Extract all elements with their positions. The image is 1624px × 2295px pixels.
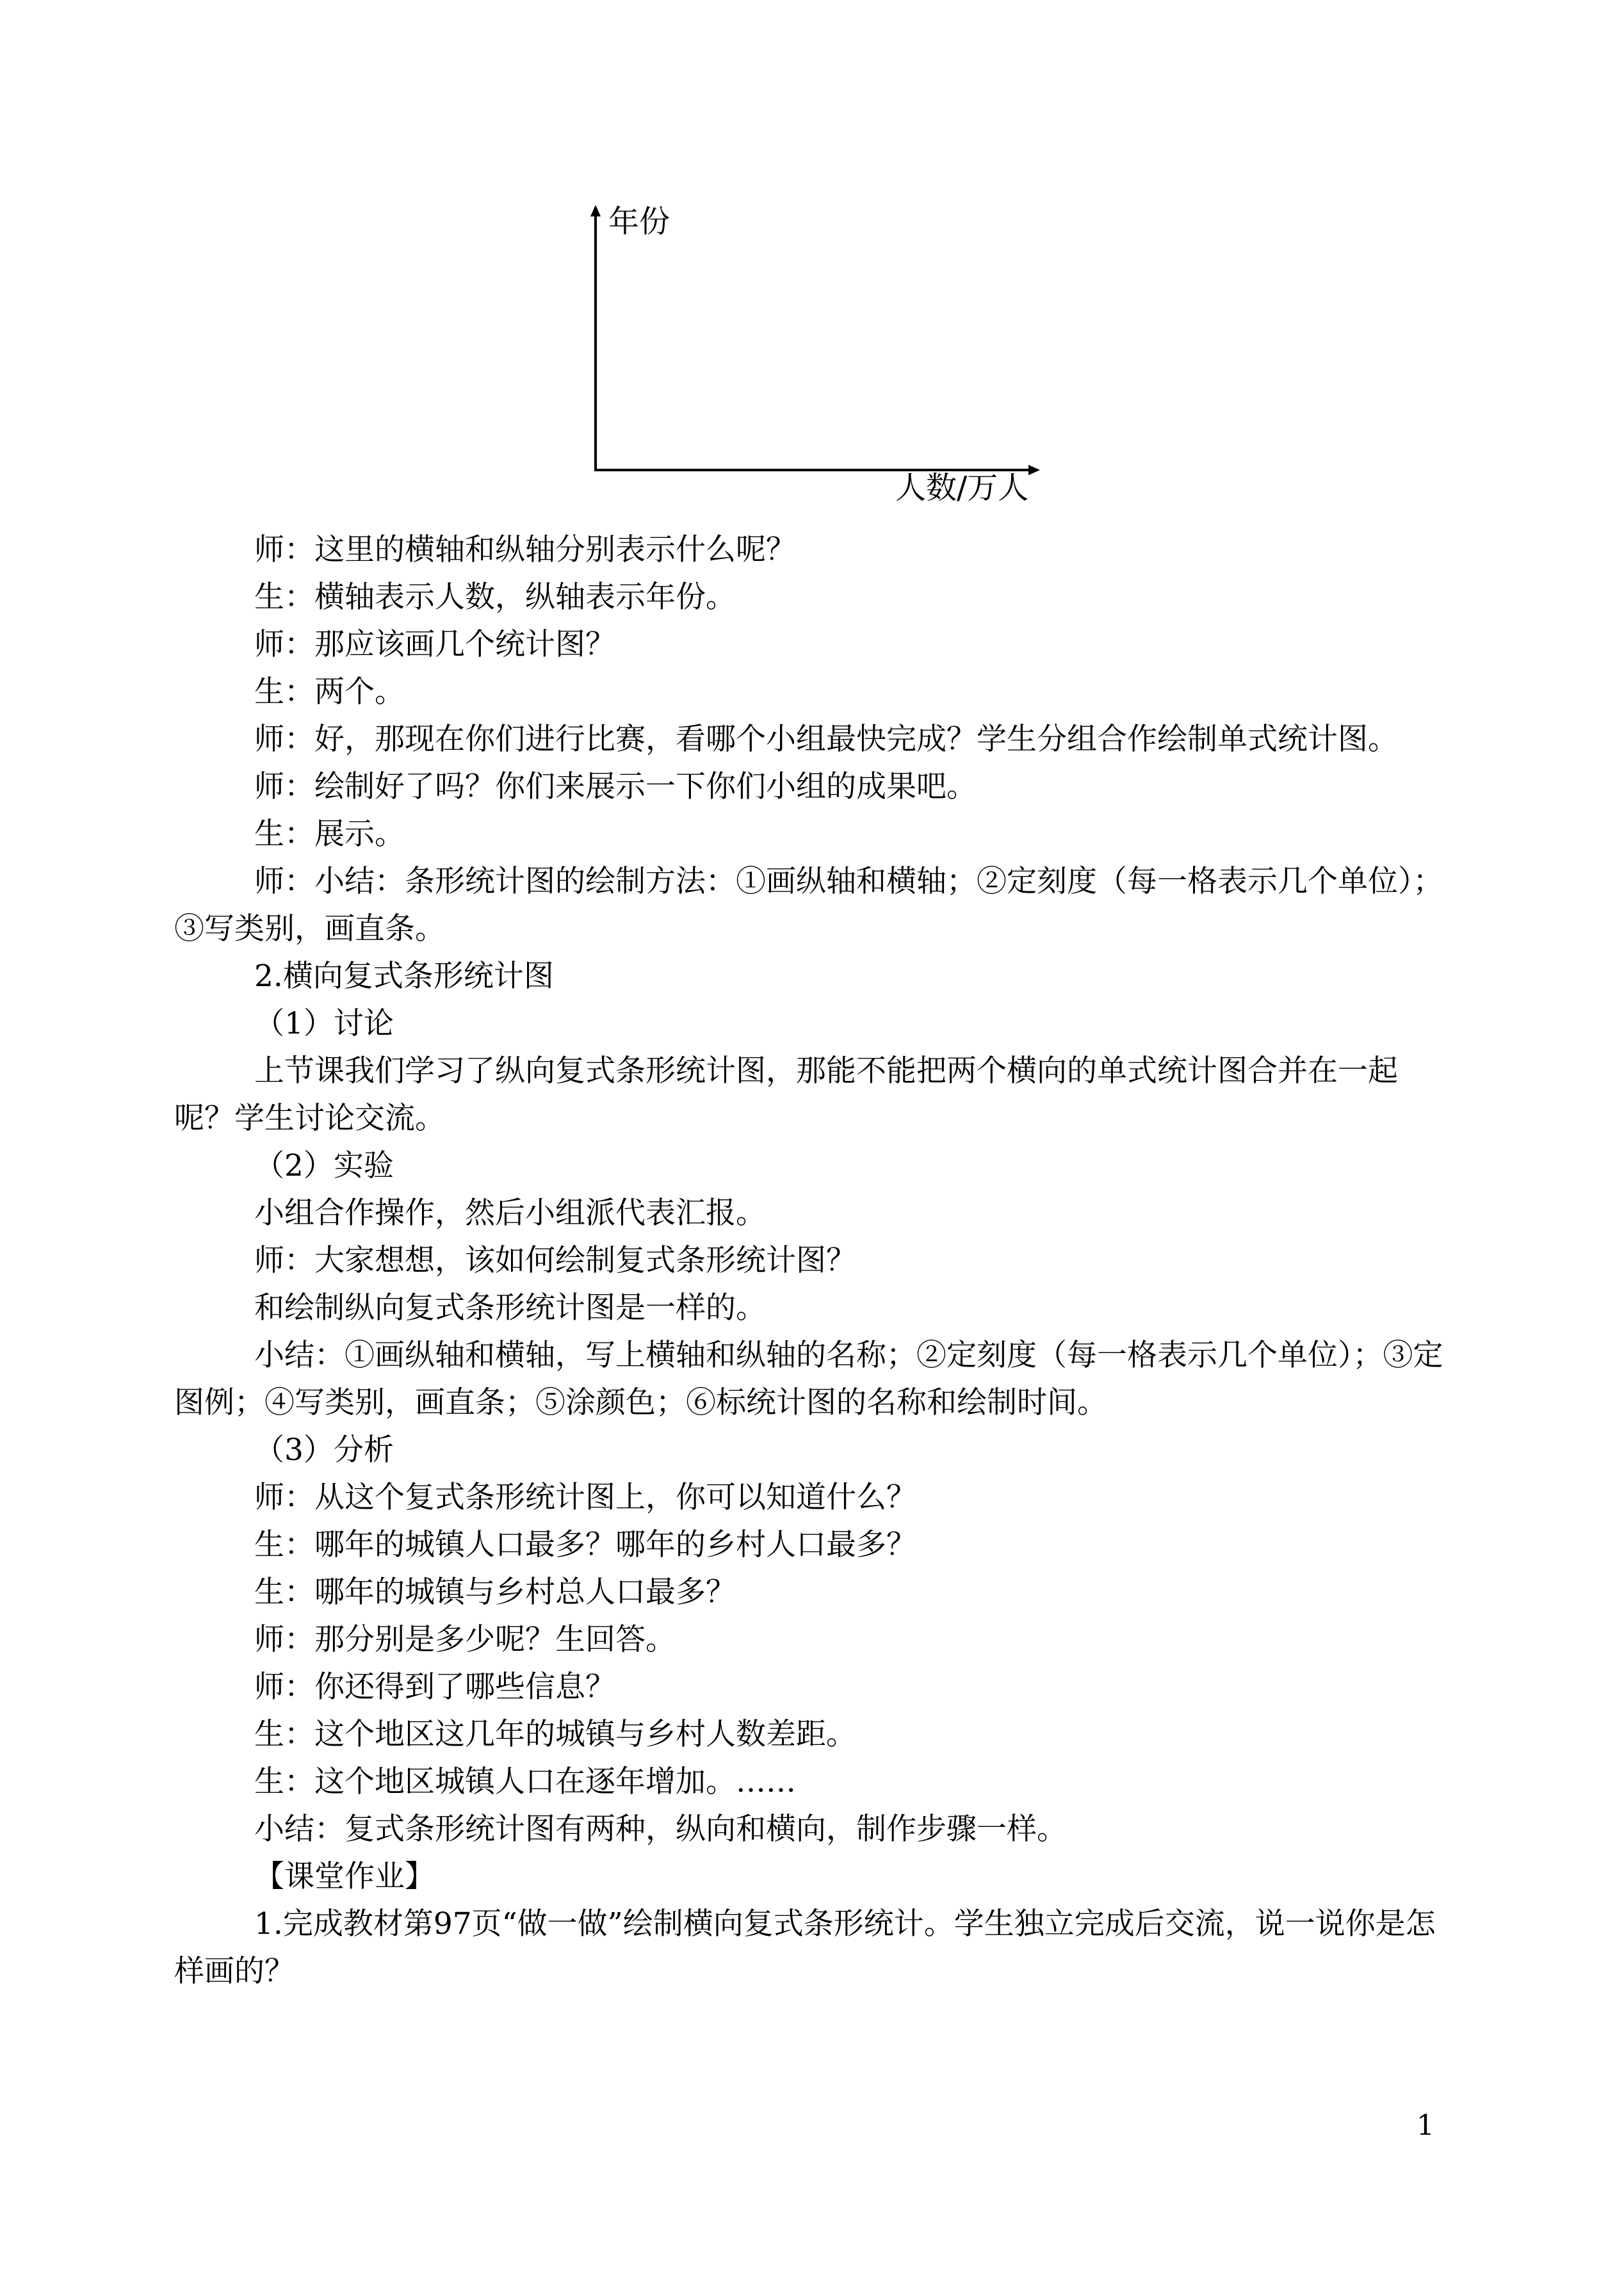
axes-figure <box>564 192 1050 525</box>
paragraph: 和绘制纵向复式条形统计图是一样的。 <box>254 1290 766 1326</box>
paragraph: 生：哪年的城镇与乡村总人口最多？ <box>254 1575 736 1610</box>
paragraph: 生：这个地区城镇人口在逐年增加。…… <box>254 1764 796 1799</box>
paragraph: 师：大家想想，该如何绘制复式条形统计图？ <box>254 1243 856 1278</box>
sub-heading: （2）实验 <box>254 1148 394 1183</box>
paragraph: 1.完成教材第97页“做一做”绘制横向复式条形统计。学生独立完成后交流，说一说你是怎样画的？ <box>174 1906 1436 1989</box>
paragraph: 生：哪年的城镇人口最多？哪年的乡村人口最多？ <box>254 1527 916 1562</box>
paragraph: 生：这个地区这几年的城镇与乡村人数差距。 <box>254 1717 856 1752</box>
x-axis-label: 人数/万人 <box>895 470 1029 506</box>
paragraph: 生：横轴表示人数，纵轴表示年份。 <box>254 580 736 615</box>
paragraph: 师：好，那现在你们进行比赛，看哪个小组最快完成？学生分组合作绘制单式统计图。 <box>254 722 1398 757</box>
paragraph: 师：从这个复式条形统计图上，你可以知道什么？ <box>254 1480 916 1515</box>
paragraph: 师：绘制好了吗？你们来展示一下你们小组的成果吧。 <box>254 769 977 804</box>
paragraph: 师：那应该画几个统计图？ <box>254 627 615 662</box>
paragraph: 师：那分别是多少呢？生回答。 <box>254 1622 676 1657</box>
paragraph: 小结：①画纵轴和横轴，写上横轴和纵轴的名称；②定刻度（每一格表示几个单位）；③定图例；④写类别，画直条；⑤涂颜色；⑥标统计图的名称和绘制时间。 <box>174 1338 1443 1420</box>
paragraph: 生：两个。 <box>254 674 405 710</box>
page-number: 1 <box>1417 2109 1434 2142</box>
y-axis-arrow <box>590 205 601 216</box>
sub-heading: （1）讨论 <box>254 1006 394 1041</box>
paragraph: 上节课我们学习了纵向复式条形统计图，那能不能把两个横向的单式统计图合并在一起呢？学生讨论交流。 <box>174 1053 1398 1136</box>
paragraph: 师：你还得到了哪些信息？ <box>254 1669 615 1705</box>
body-text <box>174 526 1450 1995</box>
paragraph: 小组合作操作，然后小组派代表汇报。 <box>254 1196 766 1231</box>
sub-heading: （3）分析 <box>254 1432 394 1468</box>
section-heading: 【课堂作业】 <box>254 1859 435 1894</box>
x-axis-arrow <box>1028 465 1040 475</box>
paragraph: 生：展示。 <box>254 816 405 852</box>
paragraph: 师：这里的横轴和纵轴分别表示什么呢？ <box>254 532 796 567</box>
paragraph: 师：小结：条形统计图的绘制方法：①画纵轴和横轴；②定刻度（每一格表示几个单位）；③写类别，画直条。 <box>174 864 1443 946</box>
paragraph: 小结：复式条形统计图有两种，纵向和横向，制作步骤一样。 <box>254 1812 1067 1847</box>
section-heading: 2.横向复式条形统计图 <box>254 959 554 994</box>
y-axis-label: 年份 <box>608 204 670 239</box>
